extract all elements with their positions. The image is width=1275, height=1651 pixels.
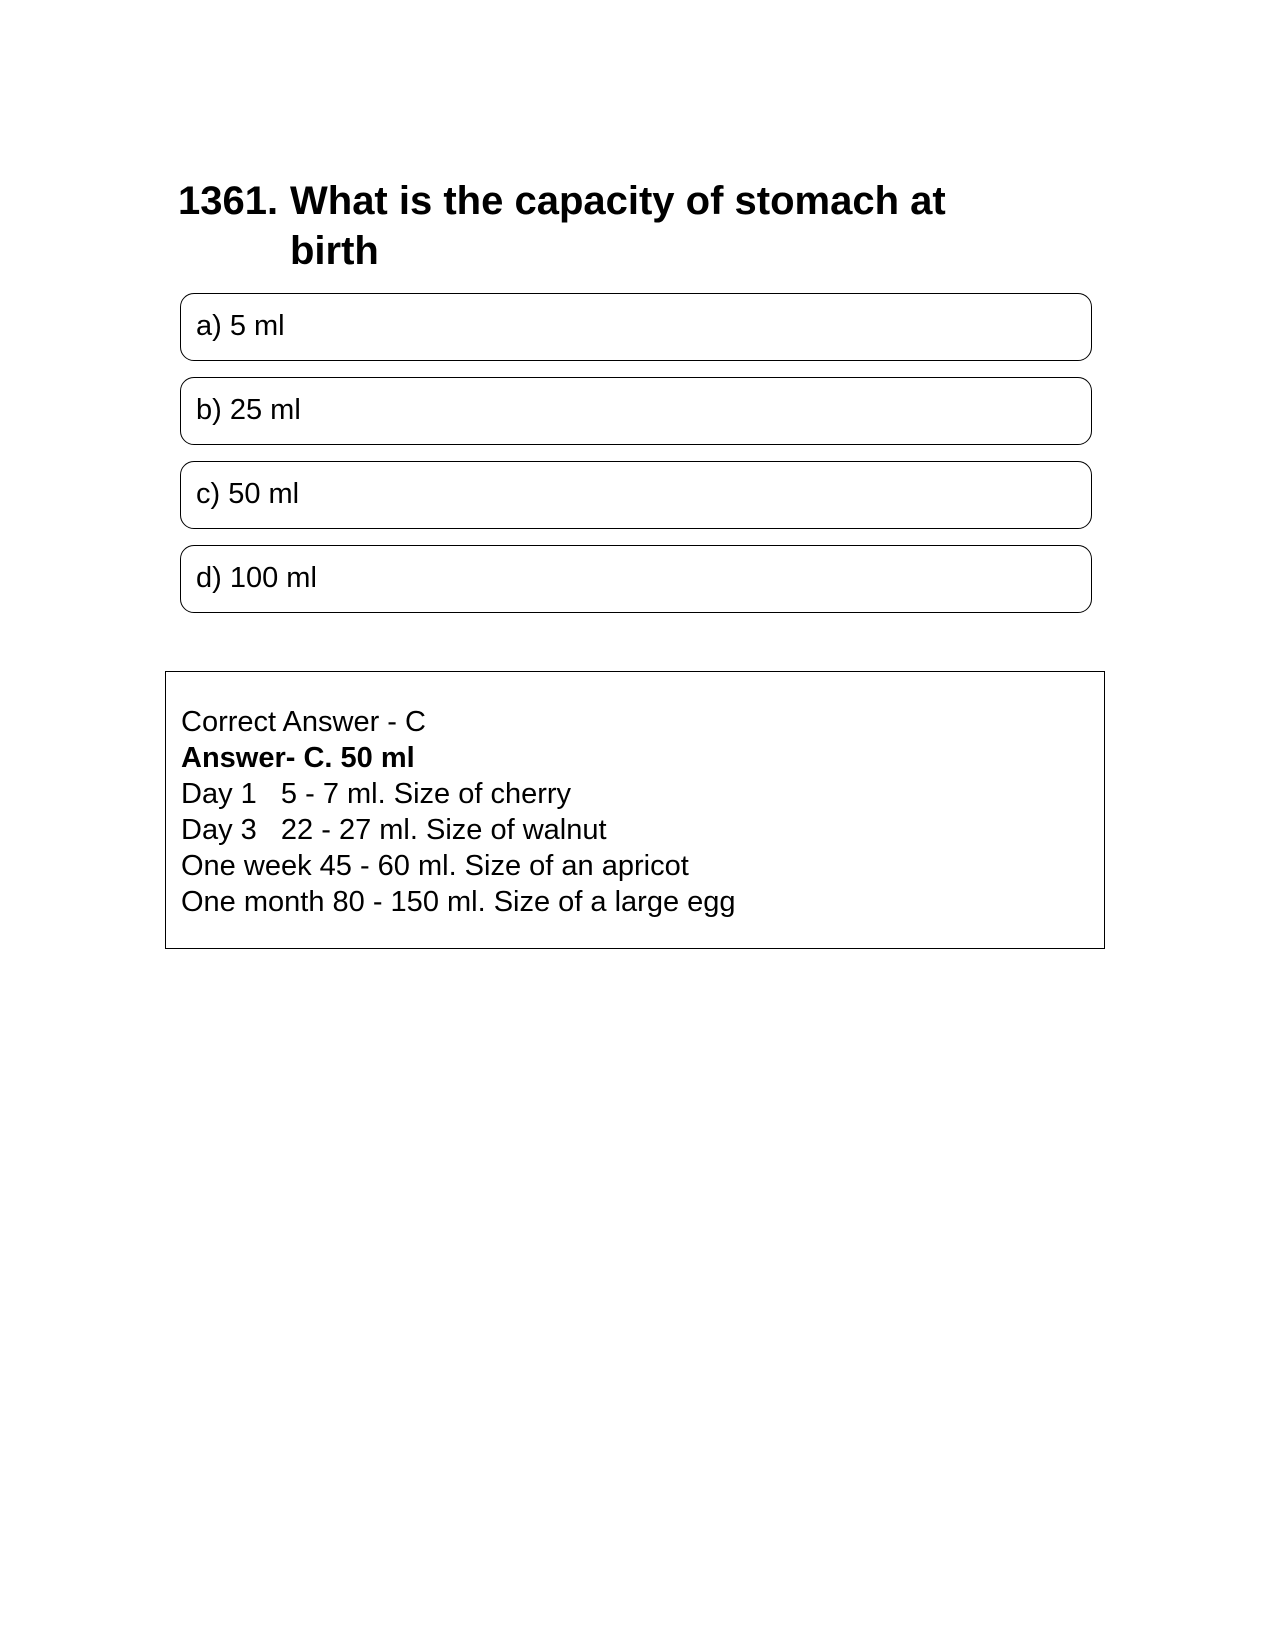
question-text: What is the capacity of stomach at birth [290,179,946,273]
detail-line: Day 3 22 - 27 ml. Size of walnut [181,814,607,846]
answer-line: Answer- C. 50 ml [181,742,415,774]
question-heading [178,176,1018,276]
option-label: c) 50 ml [196,477,300,510]
option-d[interactable] [180,545,1092,613]
option-label: a) 5 ml [196,309,285,342]
question-number: 1361. [178,179,279,223]
detail-line: One week 45 - 60 ml. Size of an apricot [181,850,689,882]
option-c[interactable] [180,461,1092,529]
option-label: b) 25 ml [196,393,301,426]
option-label: d) 100 ml [196,561,317,594]
answer-explanation-box [165,671,1105,949]
options-list [180,293,1092,629]
option-b[interactable] [180,377,1092,445]
option-a[interactable] [180,293,1092,361]
correct-answer-line: Correct Answer - C [181,706,426,738]
detail-line: Day 1 5 - 7 ml. Size of cherry [181,778,572,810]
detail-line: One month 80 - 150 ml. Size of a large egg [181,886,736,918]
